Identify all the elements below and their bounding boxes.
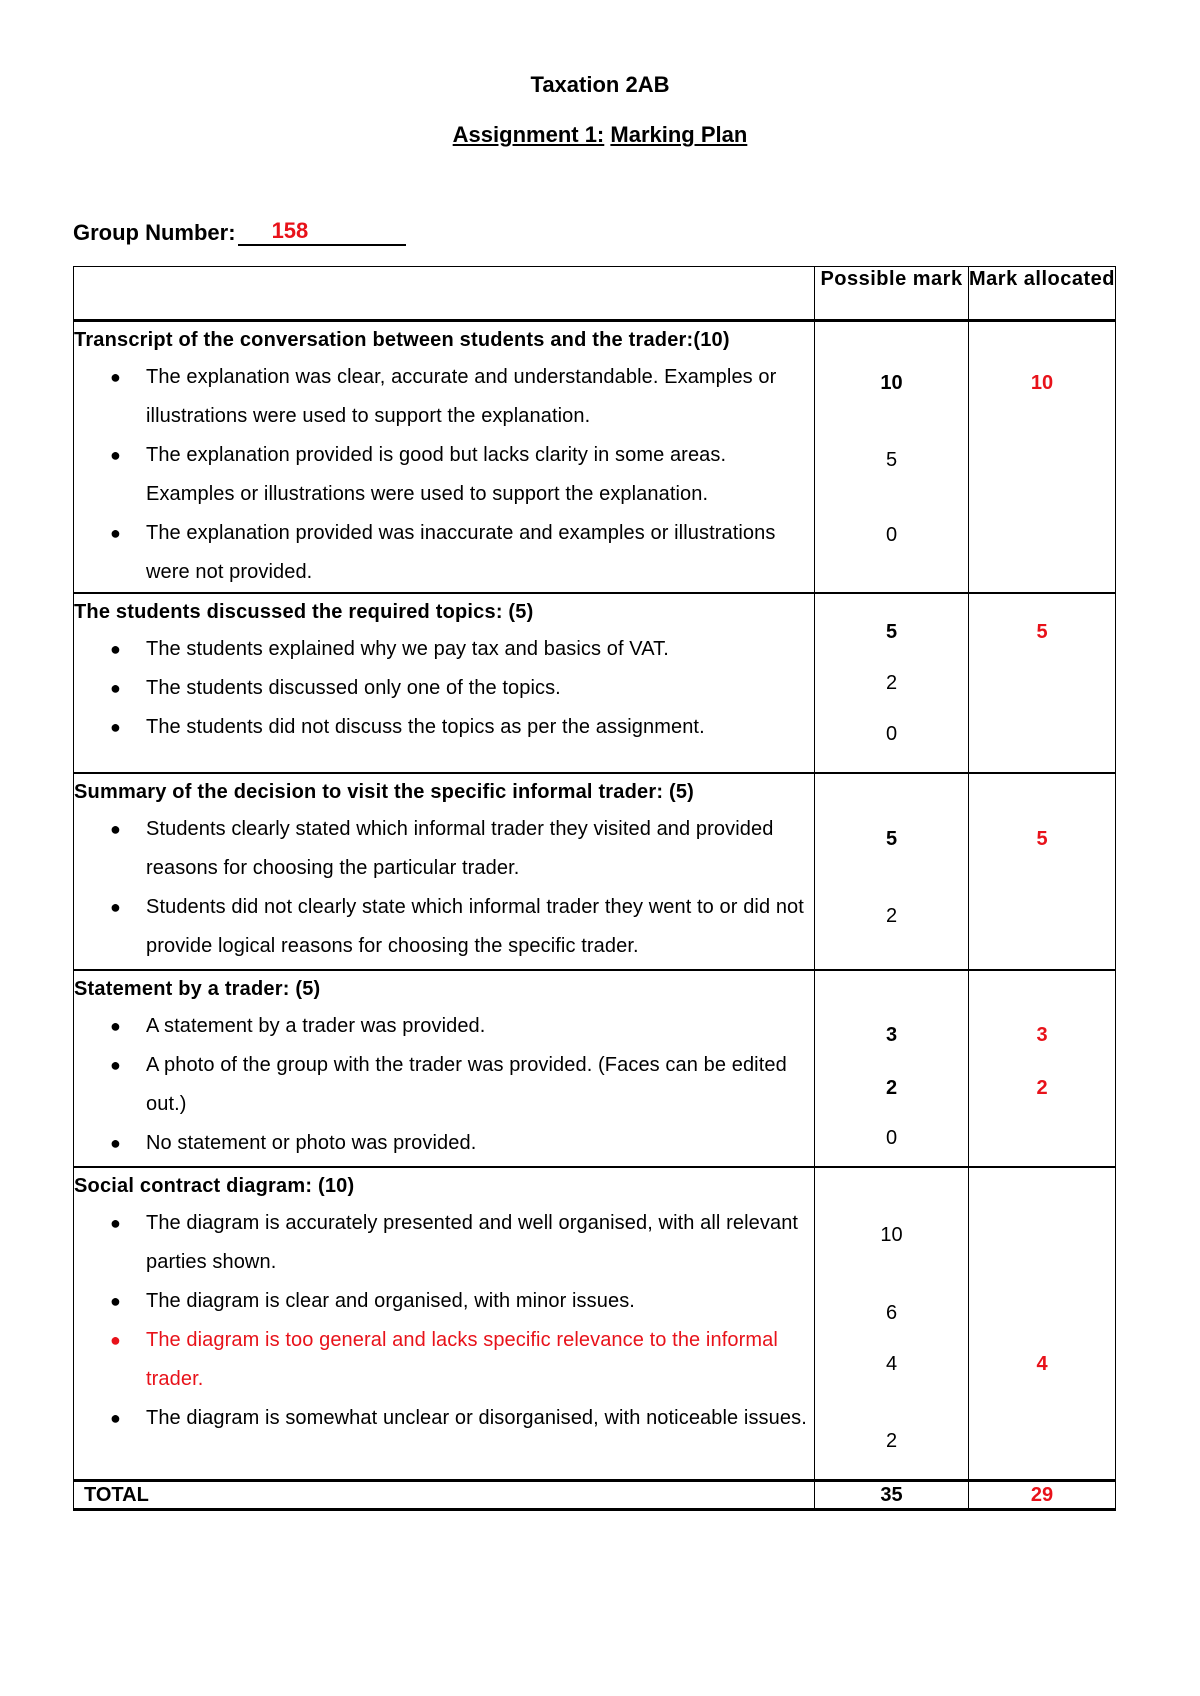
- criterion-item: ● The diagram is accurately presented and well organised, with all relevant parties shown.: [74, 1204, 814, 1282]
- possible-mark-value: 3: [885, 1024, 898, 1046]
- section-topics: [74, 593, 1116, 773]
- section-title: Social contract diagram: (10): [74, 1175, 355, 1197]
- group-number-value: 158: [271, 218, 309, 243]
- possible-mark-cell: [815, 593, 969, 773]
- allocated-mark-value: 2: [1036, 1077, 1048, 1099]
- possible-mark-value: 5: [885, 828, 898, 850]
- criterion-item: ● A statement by a trader was provided.: [74, 1007, 814, 1046]
- table-header-row: [74, 267, 1116, 321]
- bullet-icon: ●: [110, 367, 121, 387]
- section-title: The students discussed the required topics: (5): [74, 601, 534, 623]
- bullet-icon: ●: [110, 897, 121, 917]
- section-title: Summary of the decision to visit the specific informal trader: (5): [74, 781, 694, 803]
- possible-mark-cell: [815, 970, 969, 1167]
- criterion-item: ● Students clearly stated which informal trader they visited and provided reasons for choosing the particular trader.: [74, 810, 814, 888]
- possible-mark-value: 10: [880, 372, 903, 394]
- section-criteria: [74, 1167, 815, 1480]
- bullet-icon: ●: [110, 1213, 121, 1233]
- section-summary: [74, 773, 1116, 970]
- criterion-item: ● The explanation was clear, accurate and understandable. Examples or illustrations were used to support the explanation.: [74, 358, 814, 436]
- possible-mark-value: 5: [885, 449, 898, 471]
- criterion-item: ● Students did not clearly state which informal trader they went to or did not provide logical reasons for choosing the specific trader.: [74, 888, 814, 966]
- criterion-item: ● The explanation provided is good but lacks clarity in some areas. Examples or illustrations were used to support the explanation.: [74, 436, 814, 514]
- criterion-item: ● The students explained why we pay tax and basics of VAT.: [74, 630, 814, 669]
- allocated-mark-cell: [969, 321, 1116, 594]
- group-number-line: [73, 220, 406, 246]
- total-row: [74, 1480, 1116, 1509]
- allocated-mark-cell: [969, 1167, 1116, 1480]
- group-number-blank: [238, 220, 406, 246]
- bullet-icon: ●: [110, 1055, 121, 1075]
- bullet-icon: ●: [110, 819, 121, 839]
- section-criteria: [74, 593, 815, 773]
- bullet-icon: ●: [110, 445, 121, 465]
- group-number-label: Group Number:: [73, 220, 236, 245]
- section-title: Transcript of the conversation between students and the trader:(10): [74, 329, 730, 351]
- criterion-item: ● The diagram is somewhat unclear or disorganised, with noticeable issues.: [74, 1399, 814, 1438]
- allocated-mark-value: 5: [1036, 621, 1048, 643]
- section-criteria: [74, 321, 815, 594]
- section-transcript: [74, 321, 1116, 594]
- possible-mark-value: 0: [885, 723, 898, 745]
- possible-mark-value: 2: [885, 1077, 898, 1099]
- bullet-icon: ●: [110, 1291, 121, 1311]
- bullet-icon: ●: [110, 639, 121, 659]
- section-criteria: [74, 970, 815, 1167]
- possible-mark-value: 0: [885, 1127, 898, 1149]
- header-possible-mark: Possible mark: [815, 267, 969, 321]
- possible-mark-value: 2: [885, 905, 898, 927]
- allocated-mark-cell: [969, 773, 1116, 970]
- subtitle-marking-plan: Marking Plan: [610, 122, 748, 147]
- section-criteria: [74, 773, 815, 970]
- total-allocated: 29: [969, 1480, 1116, 1509]
- allocated-mark-value: 3: [1036, 1024, 1048, 1046]
- section-title: Statement by a trader: (5): [74, 978, 321, 1000]
- bullet-icon: ●: [110, 1016, 121, 1036]
- total-label: TOTAL: [74, 1480, 815, 1509]
- possible-mark-cell: [815, 1167, 969, 1480]
- possible-mark-cell: [815, 773, 969, 970]
- possible-mark-value: 5: [885, 621, 898, 643]
- possible-mark-value: 6: [885, 1302, 898, 1324]
- possible-mark-value: 10: [880, 1224, 903, 1246]
- total-possible: 35: [815, 1480, 969, 1509]
- bullet-icon: ●: [110, 1133, 121, 1153]
- criterion-item: ● The students discussed only one of the topics.: [74, 669, 814, 708]
- criterion-item-highlighted: ● The diagram is too general and lacks specific relevance to the informal trader.: [74, 1321, 814, 1399]
- section-statement: [74, 970, 1116, 1167]
- possible-mark-value: 2: [885, 672, 898, 694]
- allocated-mark-value: 5: [1036, 828, 1048, 850]
- allocated-mark-cell: [969, 593, 1116, 773]
- bullet-icon: ●: [110, 1408, 121, 1428]
- criterion-item: ● No statement or photo was provided.: [74, 1124, 814, 1163]
- bullet-icon: ●: [110, 717, 121, 737]
- criterion-item: ● The students did not discuss the topics as per the assignment.: [74, 708, 814, 747]
- possible-mark-cell: [815, 321, 969, 594]
- allocated-mark-value: 4: [1036, 1353, 1048, 1375]
- header-criteria-cell: [74, 267, 815, 321]
- criterion-item: ● A photo of the group with the trader was provided. (Faces can be edited out.): [74, 1046, 814, 1124]
- criterion-item: ● The diagram is clear and organised, with minor issues.: [74, 1282, 814, 1321]
- subtitle-assignment: Assignment 1:: [452, 122, 605, 147]
- possible-mark-value: 4: [885, 1353, 898, 1375]
- section-social-contract: [74, 1167, 1116, 1480]
- bullet-icon: ●: [110, 678, 121, 698]
- document-title: Taxation 2AB: [530, 72, 670, 97]
- allocated-mark-value: 10: [1030, 372, 1054, 394]
- possible-mark-value: 0: [885, 524, 898, 546]
- possible-mark-value: 2: [885, 1430, 898, 1452]
- criterion-item: ● The explanation provided was inaccurate and examples or illustrations were not provided.: [74, 514, 814, 592]
- bullet-icon: ●: [110, 523, 121, 543]
- marking-plan-table: [73, 266, 1116, 1511]
- document-subtitle: [0, 122, 1200, 148]
- allocated-mark-cell: [969, 970, 1116, 1167]
- bullet-icon: ●: [110, 1330, 121, 1350]
- header-mark-allocated: Mark allocated: [969, 267, 1116, 321]
